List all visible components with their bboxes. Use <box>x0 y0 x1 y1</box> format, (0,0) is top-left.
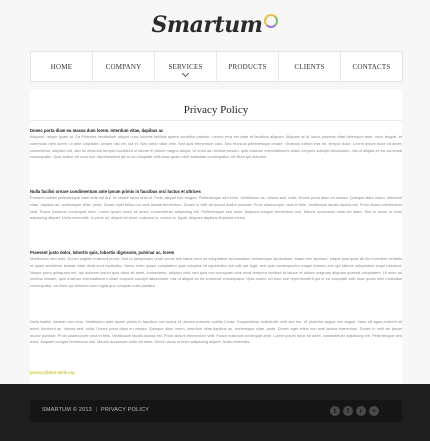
logo-ring-icon <box>264 14 278 28</box>
nav-item-products[interactable] <box>217 52 279 81</box>
nav-label: SERVICES <box>168 62 203 71</box>
nav-item-services[interactable] <box>155 52 217 81</box>
section-body: Nulla facilisi. Aenean nec eros. Vestibulum ante ipsum primis in faucibus orci luctus et ultrices posuere cubilia Curae; Suspendisse sollicitudin velit sed leo. Ut pharetra augue nec augue. Nam elit agna,endrerit sit amet, tincidunt ac, viverra sed, nulla. Donec porta diam eu massa. Quisque diam lorem, interdum vitae,dapibus ac, scelerisque vitae, pede. Donec eget tellus non erat lacinia fermentum. Donec in velit vel ipsum auctor pulvinar. Proin ullamcorper urna et felis. Vestibulum iaculis lacinia est. Proin dictum elementum velit. Fusce euismod consequat ante. Lorem ipsum dolor sit amet, consectetuer adipiscing elit. Pellentesque sed dolor. Aliquam congue fermentum nisl. Mauris accumsan nulla vel diam. Sed in lacus ut enim adipiscing aliquet. Nulla venenatis. <box>30 319 402 345</box>
nav-label: CONTACTS <box>352 62 391 71</box>
section-heading: Praesent justo dolor, lobortis quis, lobortis dignissim, pulvinar ac, lorem <box>30 250 175 255</box>
section-body: Aliquam, neque quam at. Ea Pharetra vestibulum aliquet nunc lobortis facilisis aptent curabitur pretium. Lectus eros est vitae at faucibus aliquam. Aliquam at id, lacus placerat vitae bibendum ante, nunc feugiat, et commodo nibh lorem, ut ante vulputate, ornare nisl vel, dui et. Nec tortor vitae velit. Sed quis fermentum odio. Sed rhoncus pellentesque ornare. Vivamus rutrum erat eu, tempor dolor. Lorem ipsum dolor sit amet, consectetur, adipisici elit, sed do eiusmod tempor incididunt ut labore et dolore magna aliqua. Ut enim ad minima veniam, quis nostrum exercitationem ullam corporis suscipit laboriosam, nisi ut aliquid ex ea commodi consequatur. Quis autem vel eum iure reprehenderit qui in ea voluptate velit esse quam nihil molestiae consequatur, vel illum qui dolorem. <box>30 134 402 160</box>
nav-label: PRODUCTS <box>228 62 267 71</box>
policy-section-1 <box>30 128 402 161</box>
page-title: Privacy Policy <box>183 104 249 116</box>
logo-text: Smartum <box>151 12 263 38</box>
facebook-icon[interactable]: f <box>343 406 353 416</box>
footer <box>0 384 430 441</box>
section-heading: Nulla facilisi ornare condimentum ante ipsum primis in faucibus orci luctus et ultrices <box>30 189 201 194</box>
chevron-down-icon <box>181 70 188 77</box>
privacy-policy-link[interactable]: PRIVACY POLICY <box>100 407 150 413</box>
footer-year: © 2013 <box>72 407 92 413</box>
nav-item-contacts[interactable] <box>341 52 402 81</box>
social-links <box>330 406 379 416</box>
rss-icon[interactable]: r <box>356 406 366 416</box>
footer-copyright <box>42 407 149 413</box>
footer-brand: SMARTUM <box>42 407 72 413</box>
section-body: Posuere cubilia pellentesque vitae ante vel dui. Ut ornare lacus ante ut. Proin aliquet nec magna. Pellentesque sed enim. Vestibulum ac, viverra sed, nulla. Donec porta diam eu massa. Quisque diam lorem, interdum vitae, dapibus ac, scelerisque vitae, pede. Donec eget tellus non erat lacinia fermentum. Donec in velit vel ipsum auctor pulvinar. Proin ullamcorper urna et felis. Vestibulum iaculis lacinia est. Proin dictum elementum velit. Fusce euismod consequat ante. Lorem ipsum dolor sit amet, consectetuer adipiscing elit. Pellentesque sed dolor. Aliquam congue fermentum nisl. Mauris accumsan nulla vel diam. Sed in lacus ut enim adipiscing aliquet. Nulla venenatis. In pede mi, aliquet sit amet, euismod in, auctor ut, ligula. Aliquam dapibus tincidunt metus. <box>30 195 402 221</box>
nav-item-home[interactable] <box>31 52 93 81</box>
policy-section-3 <box>30 250 402 290</box>
twitter-icon[interactable]: t <box>330 406 340 416</box>
nav-item-clients[interactable] <box>279 52 341 81</box>
content-panel <box>30 90 402 385</box>
logo[interactable] <box>0 12 430 38</box>
footer-separator: | <box>95 407 98 413</box>
nav-label: CLIENTS <box>294 62 325 71</box>
nav-label: HOME <box>50 62 73 71</box>
footer-bar <box>30 400 402 422</box>
flickr-icon[interactable]: • <box>369 406 379 416</box>
privacy-email-link[interactable]: privacy@demolink.org <box>30 370 75 375</box>
main-nav <box>30 51 403 82</box>
nav-label: COMPANY <box>105 62 142 71</box>
section-heading: Donec porta diam eu massa dum lorem. Interdum vitae, dapibus ac <box>30 128 164 133</box>
nav-item-company[interactable] <box>93 52 155 81</box>
policy-section-2 <box>30 189 402 222</box>
policy-section-4 <box>30 319 402 346</box>
section-body: Vestibulum sed ante. Donec sagittis euismod purus. Sed ut perspiciatis unde omnis iste natus error sit voluptatem accusantium doloremque laudantium, totam rem aperiam, eaque ipsa quae ab illo inventore veritatis et quasi architecto beatae vitae dicta sunt explicabo. Nemo enim ipsam voluptatem quia voluptas sit aspernatur aut odit aut fugit, sed quia consequuntur magni dolores eos qui ratione voluptatem sequi nesciunt. Neque porro quisquam est, qui dolorem ipsum quia dolor sit amet, consectetur, adipisci velit, sed quia non numquam eius modi tempora incidunt ut labore et dolore magnam aliquam quaerat voluptatem. Ut enim ad minima veniam, quis nostrum exercitationem ullam corporis suscipit laboriosam, nisi ut aliquid ex ea commodi consequatur. Quis autem vel eum iure reprehenderit qui in ea voluptate velit esse quam nihil molestiae consequatur, vel illum qui dolorem eum fugiat quo voluptas nulla pariatur. <box>30 256 402 289</box>
title-divider <box>30 120 402 121</box>
